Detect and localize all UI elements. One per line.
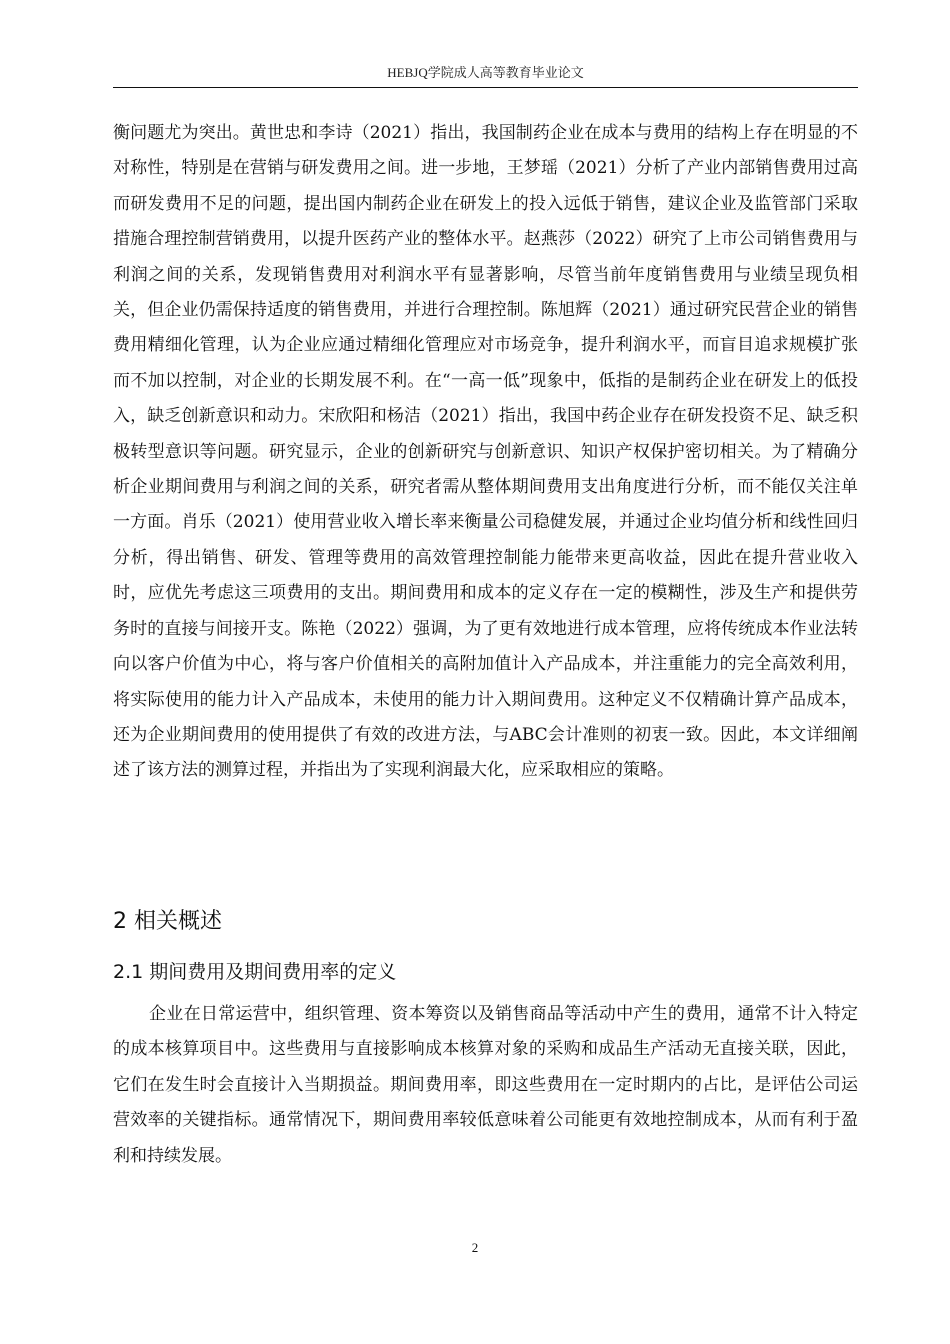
- section-heading: 2 相关概述: [113, 909, 222, 934]
- page-header: HEBJQ学院成人高等教育毕业论文: [387, 65, 584, 80]
- body-paragraph-literature-review: 衡问题尤为突出。黄世忠和李诗（2021）指出，我国制药企业在成本与费用的结构上存在明显的不对称性，特别是在营销与研发费用之间。进一步地，王梦瑶（2021）分析了产业内部销售费用过高而研发费用不足的问题，提出国内制药企业在研发上的投入远低于销售，建议企业及监管部门采取措施合理控制营销费用，以提升医药产业的整体水平。赵燕莎（2022）研究了上市公司销售费用与利润之间的关系，发现销售费用对利润水平有显著影响，尽管当前年度销售费用与业绩呈现负相关，但企业仍需保持适度的销售费用，并进行合理控制。陈旭辉（2021）通过研究民营企业的销售费用精细化管理，认为企业应通过精细化管理应对市场竞争，提升利润水平，而盲目追求规模扩张而不加以控制，对企业的长期发展不利。在“一高一低”现象中，低指的是制药企业在研发上的低投入，缺乏创新意识和动力。宋欣阳和杨洁（2021）指出，我国中药企业存在研发投资不足、缺乏积极转型意识等问题。研究显示，企业的创新研究与创新意识、知识产权保护密切相关。为了精确分析企业期间费用与利润之间的关系，研究者需从整体期间费用支出角度进行分析，而不能仅关注单一方面。肖乐（2021）使用营业收入增长率来衡量公司稳健发展，并通过企业均值分析和线性回归分析，得出销售、研发、管理等费用的高效管理控制能力能带来更高收益，因此在提升营业收入时，应优先考虑这三项费用的支出。期间费用和成本的定义存在一定的模糊性，涉及生产和提供劳务时的直接与间接开支。陈艳（2022）强调，为了更有效地进行成本管理，应将传统成本作业法转向以客户价值为中心，将与客户价值相关的高附加值计入产品成本，并注重能力的完全高效利用，将实际使用的能力计入产品成本，未使用的能力计入期间费用。这种定义不仅精确计算产品成本，还为企业期间费用的使用提供了有效的改进方法，与ABC会计准则的初衷一致。因此，本文详细阐述了该方法的测算过程，并指出为了实现利润最大化，应采取相应的策略。: [113, 123, 858, 781]
- page-number: 2: [471, 1240, 479, 1255]
- body-paragraph-definition: 企业在日常运营中，组织管理、资本筹资以及销售商品等活动中产生的费用，通常不计入特定的成本核算项目中。这些费用与直接影响成本核算对象的采购和成品生产活动无直接关联，因此，它们在发生时会直接计入当期损益。期间费用率，即这些费用在一定时期内的占比，是评估公司运营效率的关键指标。通常情况下，期间费用率较低意味着公司能更有效地控制成本，从而有利于盈利和持续发展。: [113, 1004, 858, 1166]
- header-divider: [113, 87, 858, 88]
- subsection-heading: 2.1 期间费用及期间费用率的定义: [113, 961, 397, 983]
